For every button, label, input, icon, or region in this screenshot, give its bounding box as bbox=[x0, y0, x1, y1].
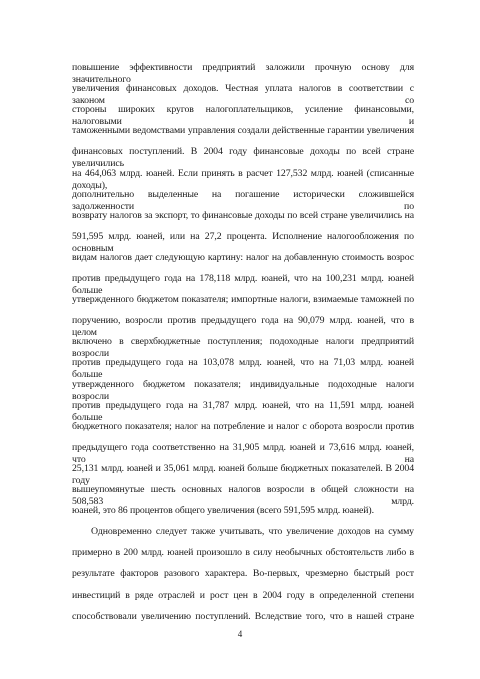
text-line: вышеупомянутые шесть основных налогов возросли в общей сложности на 508,583 млрд. bbox=[72, 484, 414, 507]
text-line: поручению, возросли против предыдущего года на 90,079 млрд. юаней, что в целом bbox=[72, 315, 414, 339]
text-line: финансовых поступлений. В 2004 году финансовые доходы по всей стране увеличились bbox=[72, 146, 414, 170]
text-line: стороны широких кругов налогоплательщиков, усиление финансовыми, налоговыми и bbox=[72, 104, 414, 128]
text-line: 591,595 млрд. юаней, или на 27,2 процента. Исполнение налогообложения по основным bbox=[72, 230, 414, 254]
paragraph-first-line: Одновременно следует также учитывать, что увеличение доходов на сумму bbox=[91, 526, 414, 538]
text-line: предыдущего года соответственно на 31,905 млрд. юаней и 73,616 млрд. юаней, что на bbox=[72, 441, 414, 465]
text-line: включено в сверхбюджетные поступления; подоходные налоги предприятий возросли bbox=[72, 336, 414, 360]
text-line: таможенными ведомствами управления создали действенные гарантии увеличения bbox=[72, 125, 414, 137]
page-number: 4 bbox=[237, 628, 243, 639]
text-line: результате факторов разового характера. Во-первых, чрезмерно быстрый рост bbox=[72, 568, 414, 580]
text-line: утвержденного бюджетом показателя; индивидуальные подоходные налоги возросли bbox=[72, 378, 414, 402]
text-line: против предыдущего года на 31,787 млрд. юаней, что на 11,591 млрд. юаней больше bbox=[72, 399, 414, 423]
text-line: юаней, это 86 процентов общего увеличения (всего 591,595 млрд. юаней). bbox=[72, 505, 374, 517]
text-line: способствовали увеличению поступлений. Вследствие того, что в нашей стране bbox=[72, 610, 414, 622]
text-line: повышение эффективности предприятий заложили прочную основу для значительного bbox=[72, 62, 414, 85]
text-line: утвержденного бюджетом показателя; импортные налоги, взимаемые таможней по bbox=[72, 294, 414, 306]
text-line: против предыдущего года на 103,078 млрд. юаней, что на 71,03 млрд. юаней больше bbox=[72, 357, 414, 381]
text-line: 25,131 млрд. юаней и 35,061 млрд. юаней больше бюджетных показателей. В 2004 году bbox=[72, 462, 414, 486]
text-line: увеличения финансовых доходов. Честная уплата налогов в соответствии с законом со bbox=[72, 83, 414, 107]
text-line: возврату налогов за экспорт, то финансовые доходы по всей стране увеличились на bbox=[72, 209, 414, 221]
text-line: на 464,063 млрд. юаней. Если принять в расчет 127,532 млрд. юаней (списанные доходы), bbox=[72, 167, 414, 191]
text-line: бюджетного показателя; налог на потребление и налог с оборота возросли против bbox=[72, 420, 414, 432]
text-line: инвестиций в ряде отраслей и рост цен в 2004 году в определенной степени bbox=[72, 589, 414, 601]
text-line: дополнительно выделенные на погашение исторически сложившейся задолженности по bbox=[72, 188, 414, 212]
text-line: примерно в 200 млрд. юаней произошло в силу необычных обстоятельств либо в bbox=[72, 547, 414, 559]
text-line: видам налогов дает следующую картину: налог на добавленную стоимость возрос bbox=[72, 251, 414, 263]
text-line: против предыдущего года на 178,118 млрд. юаней, что на 100,231 млрд. юаней больше bbox=[72, 273, 414, 296]
